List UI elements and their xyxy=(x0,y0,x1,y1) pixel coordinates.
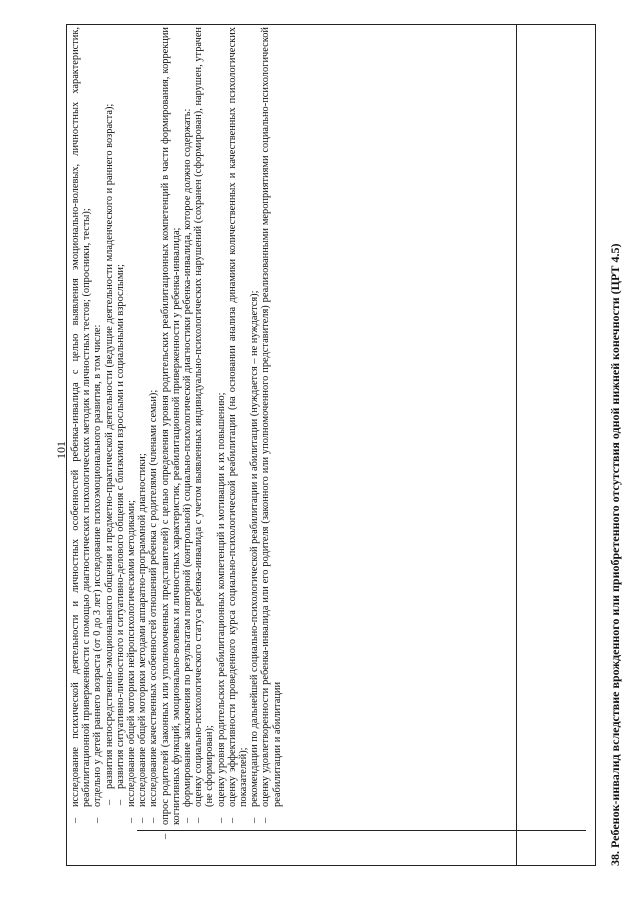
list-item xyxy=(182,27,193,825)
list-item-text: рекомендации по дальнейшей социально-психологической реабилитации и абилитации (нуждается – не нуждается); xyxy=(249,290,261,807)
list-item xyxy=(126,27,137,825)
list-item-text: оценку социально-психологического статуса ребенка-инвалида с учетом выявленных индивидуально-психологических нарушений (сохранен (сформирован), нарушен, утрачен (не сформирован); xyxy=(193,27,216,807)
list-item-text: развития ситуативно-личностного и ситуативно-делового общения с близкими взрослыми и социальными взрослыми; xyxy=(114,264,126,789)
dash-marker: – xyxy=(159,833,171,839)
table-row-divider xyxy=(516,25,517,865)
list-item-text: опрос родителей (законных или уполномоченных представителей) с целью определения уровня родительских реабилитационных компетенций в части формирования, коррекции когнитивных функций, эмоционально-волевых и личностных характеристик, реабилитационной приверженности у ребенка-инвалида; xyxy=(159,27,182,825)
dash-marker: – xyxy=(215,817,227,823)
dash-marker: – xyxy=(226,817,238,823)
list-item xyxy=(159,27,182,839)
list-item xyxy=(227,27,249,825)
list-item xyxy=(260,27,282,825)
list-item-text: оценку уровня родительских реабилитационных компетенций и мотивации к их повышению; xyxy=(215,392,227,807)
list-item-text: исследование общей моторики нейропсихологическими методиками; xyxy=(126,500,138,807)
dash-marker: – xyxy=(70,817,81,823)
dash-marker: – xyxy=(148,817,160,823)
list-item xyxy=(92,27,103,825)
content-table xyxy=(66,24,596,866)
list-item-text: исследование психической деятельности и личностных особенностей ребенка-инвалида с целью выявления эмоционально-волевых, личностных характеристик, реабилитационной приверженности с помощью диагностических психологических методик и личностных тестов; (опросники, тесты); xyxy=(70,27,93,807)
list-item xyxy=(193,27,215,825)
list-item-text: формирование заключения по результатам повторной (контрольной) социально-психологической диагностики ребенка-инвалида, которое должно содержать: xyxy=(182,108,194,807)
dash-marker: – xyxy=(103,799,115,805)
dash-marker: – xyxy=(92,817,104,823)
list-item-text: оценку удовлетворенности ребенка-инвалида или его родителя (законного или уполномоченного представителя) реализованными мероприятиями социально-психологической реабилитации и абилитации xyxy=(260,27,283,807)
list-item-text: отдельно у детей раннего возраста (от 0 до 3 лет) исследование психоэмоционального развития, в том числе: xyxy=(92,324,104,807)
list-item-text: оценку эффективности проведенного курса социально-психологической реабилитации (на основании анализа динамики количественных и качественных психологических показателей); xyxy=(226,27,250,807)
list-item xyxy=(70,27,92,825)
list-item xyxy=(115,27,126,825)
section-heading: 38. Ребенок-инвалид вследствие врожденного или приобретенного отсутствия одной нижней конечности (ЦРТ 4.5) xyxy=(608,243,622,866)
list-item-text: развития непосредственно-эмоционального общения и предметно-практической деятельности (ведущие деятельности младенческого и раннего возраста); xyxy=(103,103,115,789)
table-column-divider xyxy=(137,830,586,831)
dash-marker: – xyxy=(260,817,272,823)
list-item xyxy=(216,27,227,825)
list-item xyxy=(249,27,260,825)
dash-marker: – xyxy=(193,817,205,823)
dash-marker: – xyxy=(137,817,149,823)
list-item xyxy=(137,27,148,825)
table-cell-content xyxy=(70,27,514,839)
list-item xyxy=(104,27,115,825)
list-item-text: исследование качественных особенностей отношений ребенка с родителями (членами семьи); xyxy=(148,389,160,807)
dash-marker: – xyxy=(126,817,138,823)
dash-marker: – xyxy=(249,817,261,823)
list-item xyxy=(148,27,159,825)
list-item-text: исследование общей моторики методами аппаратно-программной диагностики; xyxy=(137,453,149,807)
page-number: 101 xyxy=(54,441,68,459)
dash-marker: – xyxy=(114,799,126,805)
dash-marker: – xyxy=(182,817,194,823)
